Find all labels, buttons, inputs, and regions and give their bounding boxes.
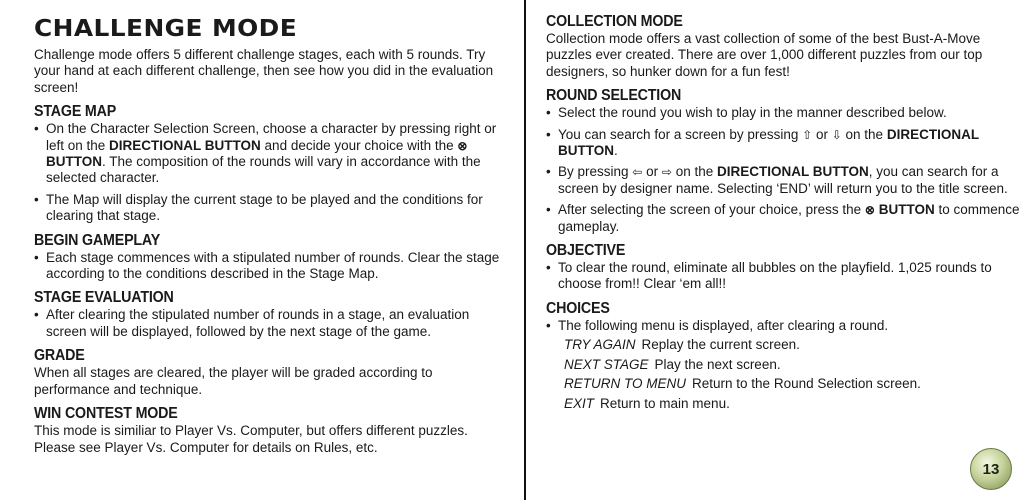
list-item: • After selecting the screen of your choice, press the ⊗ BUTTON to commence gameplay. [546,202,1024,235]
win-contest-heading: WIN CONTEST MODE [34,405,178,423]
list-item: • Each stage commences with a stipulated number of rounds. Clear the stage according to the conditions described in the Stage Map. [34,250,506,283]
list-item: • To clear the round, eliminate all bubbles on the playfield. 1,025 rounds to choose from!! Clear ‘em all!! [546,260,1024,293]
page-title: CHALLENGE MODE [34,16,298,42]
list-item: • By pressing ⇦ or ⇨ on the DIRECTIONAL BUTTON, you can search for a screen by designer name. Selecting ‘END’ will return you to the title screen. [546,164,1024,197]
list-item: • You can search for a screen by pressing ⇧ or ⇩ on the DIRECTIONAL BUTTON. [546,127,1024,160]
right-column [546,0,1024,420]
right-arrow-icon: ⇨ [661,165,672,180]
down-arrow-icon: ⇩ [831,127,842,142]
collection-text: Collection mode offers a vast collection of some of the best Bust-A-Move puzzles ever created. There are over 1,000 different puzzles from our top designers, so hunker down for a fun fest! [546,31,983,79]
list-item: • The Map will display the current stage to be played and the conditions for clearing that stage. [34,192,506,225]
menu-row-try-again: TRY AGAIN Replay the current screen. [564,337,800,353]
up-arrow-icon: ⇧ [802,127,813,142]
section-round-selection [546,86,1024,235]
x-button-icon: ⊗ [864,203,875,218]
left-column [34,0,506,462]
round-selection-heading: ROUND SELECTION [546,87,682,105]
objective-heading: OBJECTIVE [546,242,626,260]
menu-row-exit: EXIT Return to main menu. [564,396,730,412]
section-win-contest [34,404,506,456]
x-button-icon: ⊗ [457,138,468,153]
stage-evaluation-heading: STAGE EVALUATION [34,289,174,307]
intro-text: Challenge mode offers 5 different challenge stages, each with 5 rounds. Try your hand at each different challenge, then see how you did in the evaluation screen! [34,47,494,95]
list-item: • After clearing the stipulated number of rounds in a stage, an evaluation screen will be displayed, followed by the next stage of the game. [34,307,506,340]
section-choices [546,299,1024,414]
section-grade [34,346,506,398]
section-collection [546,12,1024,80]
page-number-badge: 13 [970,448,1012,490]
list-item: • Select the round you wish to play in the manner described below. [546,105,1024,121]
column-divider [524,0,526,500]
section-objective [546,241,1024,293]
list-item: • The following menu is displayed, after clearing a round. [546,318,1024,334]
list-item: • On the Character Selection Screen, choose a character by pressing right or left on the DIRECTIONAL BUTTON and decide your choice with the ⊗ BUTTON. The composition of the rounds will vary in accordance with the selected character. [34,121,506,187]
collection-heading: COLLECTION MODE [546,13,683,30]
grade-heading: GRADE [34,347,85,365]
menu-row-next-stage: NEXT STAGE Play the next screen. [564,356,781,372]
win-contest-text: This mode is similiar to Player Vs. Computer, but offers different puzzles. Please see Player Vs. Computer for details on Rules, etc. [34,423,468,455]
stage-map-heading: STAGE MAP [34,103,117,121]
section-begin-gameplay [34,231,506,283]
choices-heading: CHOICES [546,299,610,317]
menu-row-return-to-menu: RETURN TO MENU Return to the Round Selection screen. [564,376,921,392]
section-stage-evaluation [34,288,506,340]
begin-gameplay-heading: BEGIN GAMEPLAY [34,231,161,249]
left-arrow-icon: ⇦ [632,165,643,180]
grade-text: When all stages are cleared, the player will be graded according to performance and technique. [34,365,433,397]
section-stage-map [34,102,506,224]
